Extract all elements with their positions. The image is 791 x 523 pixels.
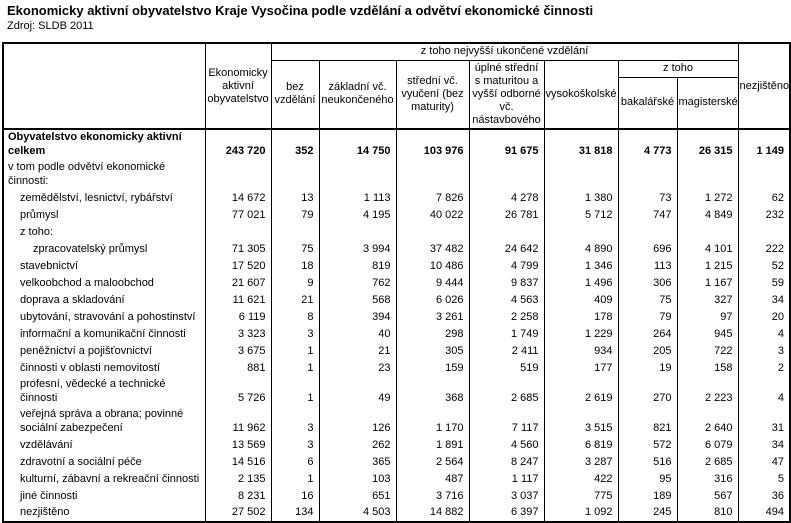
cell-value: 3 323 xyxy=(205,326,271,343)
table-row xyxy=(3,377,790,407)
cell-value: 4 xyxy=(738,326,790,343)
row-label: v tom podle odvětví ekonomické činnosti: xyxy=(3,160,205,190)
table-row xyxy=(3,505,790,522)
cell-value: 11 621 xyxy=(205,292,271,309)
statistics-table xyxy=(2,42,791,523)
cell-value: 20 xyxy=(738,309,790,326)
cell-value: 3 xyxy=(271,326,319,343)
cell-value: 4 278 xyxy=(469,190,544,207)
cell-value: 79 xyxy=(271,207,319,224)
cell-value: 14 882 xyxy=(396,505,469,522)
cell-value xyxy=(319,160,396,190)
cell-value: 4 503 xyxy=(319,505,396,522)
cell-value: 23 xyxy=(319,360,396,377)
cell-value: 519 xyxy=(469,360,544,377)
cell-value: 6 026 xyxy=(396,292,469,309)
cell-value: 6 xyxy=(271,454,319,471)
row-label: kulturní, zábavní a rekreační činnosti xyxy=(3,471,205,488)
cell-value: 3 515 xyxy=(544,407,618,437)
cell-value: 1 229 xyxy=(544,326,618,343)
cell-value: 821 xyxy=(618,407,677,437)
cell-value: 352 xyxy=(271,129,319,160)
cell-value: 4 890 xyxy=(544,241,618,258)
cell-value: 189 xyxy=(618,488,677,505)
cell-value: 775 xyxy=(544,488,618,505)
cell-value: 59 xyxy=(738,275,790,292)
cell-value: 4 560 xyxy=(469,437,544,454)
cell-value xyxy=(544,160,618,190)
table-row xyxy=(3,471,790,488)
cell-value: 1 346 xyxy=(544,258,618,275)
cell-value: 97 xyxy=(677,309,738,326)
cell-value xyxy=(677,224,738,241)
cell-value xyxy=(618,160,677,190)
cell-value: 305 xyxy=(396,343,469,360)
cell-value: 4 773 xyxy=(618,129,677,160)
cell-value: 572 xyxy=(618,437,677,454)
cell-value: 18 xyxy=(271,258,319,275)
table-row xyxy=(3,207,790,224)
cell-value: 21 xyxy=(319,343,396,360)
cell-value: 113 xyxy=(618,258,677,275)
cell-value: 8 247 xyxy=(469,454,544,471)
cell-value: 810 xyxy=(677,505,738,522)
cell-value: 696 xyxy=(618,241,677,258)
col-header-bachelor: bakalářské xyxy=(618,77,677,129)
cell-value: 567 xyxy=(677,488,738,505)
cell-value: 422 xyxy=(544,471,618,488)
row-label: peněžnictví a pojišťovnictví xyxy=(3,343,205,360)
cell-value: 3 261 xyxy=(396,309,469,326)
cell-value: 306 xyxy=(618,275,677,292)
cell-value: 158 xyxy=(677,360,738,377)
row-label: veřejná správa a obrana; povinné sociální zabezpečení xyxy=(3,407,205,437)
cell-value: 4 563 xyxy=(469,292,544,309)
cell-value: 159 xyxy=(396,360,469,377)
cell-value: 19 xyxy=(618,360,677,377)
cell-value: 34 xyxy=(738,292,790,309)
col-header-basic: základní vč. neukončeného xyxy=(319,60,396,129)
cell-value: 945 xyxy=(677,326,738,343)
cell-value: 1 272 xyxy=(677,190,738,207)
cell-value: 126 xyxy=(319,407,396,437)
row-label: profesní, vědecké a technické činnosti xyxy=(3,377,205,407)
col-header-master: magisterské xyxy=(677,77,738,129)
cell-value: 37 482 xyxy=(396,241,469,258)
cell-value: 5 xyxy=(738,471,790,488)
row-label: zemědělství, lesnictví, rybářství xyxy=(3,190,205,207)
cell-value: 819 xyxy=(319,258,396,275)
table-row xyxy=(3,258,790,275)
cell-value: 7 826 xyxy=(396,190,469,207)
cell-value: 36 xyxy=(738,488,790,505)
cell-value: 31 xyxy=(738,407,790,437)
row-label: činnosti v oblasti nemovitostí xyxy=(3,360,205,377)
cell-value xyxy=(205,160,271,190)
cell-value: 651 xyxy=(319,488,396,505)
cell-value: 2 685 xyxy=(677,454,738,471)
row-label: ubytování, stravování a pohostinství xyxy=(3,309,205,326)
cell-value: 4 799 xyxy=(469,258,544,275)
cell-value: 1 167 xyxy=(677,275,738,292)
cell-value: 2 619 xyxy=(544,377,618,407)
cell-value: 3 994 xyxy=(319,241,396,258)
cell-value: 494 xyxy=(738,505,790,522)
cell-value: 2 564 xyxy=(396,454,469,471)
cell-value: 49 xyxy=(319,377,396,407)
cell-value: 394 xyxy=(319,309,396,326)
cell-value: 40 022 xyxy=(396,207,469,224)
table-row xyxy=(3,160,790,190)
cell-value: 270 xyxy=(618,377,677,407)
table-row xyxy=(3,454,790,471)
cell-value: 75 xyxy=(271,241,319,258)
cell-value: 21 xyxy=(271,292,319,309)
row-label: vzdělávání xyxy=(3,437,205,454)
cell-value: 316 xyxy=(677,471,738,488)
cell-value: 2 223 xyxy=(677,377,738,407)
cell-value: 222 xyxy=(738,241,790,258)
cell-value xyxy=(469,224,544,241)
table-row xyxy=(3,343,790,360)
table-row xyxy=(3,275,790,292)
cell-value: 3 xyxy=(271,437,319,454)
cell-value: 13 569 xyxy=(205,437,271,454)
cell-value: 31 818 xyxy=(544,129,618,160)
cell-value: 762 xyxy=(319,275,396,292)
table-row xyxy=(3,437,790,454)
cell-value: 2 258 xyxy=(469,309,544,326)
cell-value: 5 712 xyxy=(544,207,618,224)
cell-value: 262 xyxy=(319,437,396,454)
cell-value: 11 962 xyxy=(205,407,271,437)
cell-value: 73 xyxy=(618,190,677,207)
cell-value: 5 726 xyxy=(205,377,271,407)
col-header-total: Ekonomicky aktivní obyvatelstvo xyxy=(205,43,271,129)
cell-value: 13 xyxy=(271,190,319,207)
cell-value: 91 675 xyxy=(469,129,544,160)
cell-value: 2 411 xyxy=(469,343,544,360)
table-row xyxy=(3,292,790,309)
row-label: doprava a skladování xyxy=(3,292,205,309)
table-header xyxy=(3,43,790,129)
cell-value: 10 486 xyxy=(396,258,469,275)
cell-value: 365 xyxy=(319,454,396,471)
cell-value: 17 520 xyxy=(205,258,271,275)
cell-value xyxy=(738,224,790,241)
col-header-unknown: nezjištěno xyxy=(738,43,790,129)
row-label: zpracovatelský průmysl xyxy=(3,241,205,258)
cell-value: 264 xyxy=(618,326,677,343)
group-header-university-detail: z toho xyxy=(618,60,738,77)
cell-value: 103 976 xyxy=(396,129,469,160)
cell-value: 409 xyxy=(544,292,618,309)
header-row-1 xyxy=(3,43,790,60)
row-label: informační a komunikační činnosti xyxy=(3,326,205,343)
cell-value: 4 849 xyxy=(677,207,738,224)
cell-value: 40 xyxy=(319,326,396,343)
cell-value: 243 720 xyxy=(205,129,271,160)
cell-value: 6 819 xyxy=(544,437,618,454)
col-header-full-secondary: úplné střední s maturitou a vyšší odborné vč. nástavbového xyxy=(469,60,544,129)
corner-header xyxy=(3,43,205,129)
cell-value xyxy=(618,224,677,241)
row-label: jiné činnosti xyxy=(3,488,205,505)
cell-value: 8 231 xyxy=(205,488,271,505)
page-title: Ekonomicky aktivní obyvatelstvo Kraje Vysočina podle vzdělání a odvětví ekonomické činnosti xyxy=(7,3,594,18)
table-row xyxy=(3,326,790,343)
cell-value: 1 749 xyxy=(469,326,544,343)
cell-value: 14 516 xyxy=(205,454,271,471)
cell-value: 298 xyxy=(396,326,469,343)
col-header-no-education: bez vzdělání xyxy=(271,60,319,129)
table-row xyxy=(3,129,790,160)
cell-value: 177 xyxy=(544,360,618,377)
cell-value: 103 xyxy=(319,471,396,488)
cell-value: 1 891 xyxy=(396,437,469,454)
table-row xyxy=(3,488,790,505)
cell-value: 2 xyxy=(738,360,790,377)
cell-value: 881 xyxy=(205,360,271,377)
table-row xyxy=(3,407,790,437)
cell-value: 3 xyxy=(271,407,319,437)
cell-value: 1 496 xyxy=(544,275,618,292)
cell-value: 79 xyxy=(618,309,677,326)
cell-value: 1 092 xyxy=(544,505,618,522)
cell-value: 4 xyxy=(738,377,790,407)
cell-value: 205 xyxy=(618,343,677,360)
cell-value: 516 xyxy=(618,454,677,471)
cell-value: 77 021 xyxy=(205,207,271,224)
cell-value: 3 037 xyxy=(469,488,544,505)
cell-value: 52 xyxy=(738,258,790,275)
cell-value xyxy=(396,224,469,241)
cell-value: 232 xyxy=(738,207,790,224)
cell-value: 75 xyxy=(618,292,677,309)
cell-value: 14 672 xyxy=(205,190,271,207)
table-row xyxy=(3,309,790,326)
cell-value: 934 xyxy=(544,343,618,360)
cell-value: 1 xyxy=(271,343,319,360)
group-header-education: z toho nejvyšší ukončené vzdělání xyxy=(271,43,738,60)
cell-value: 487 xyxy=(396,471,469,488)
cell-value: 245 xyxy=(618,505,677,522)
cell-value: 14 750 xyxy=(319,129,396,160)
cell-value: 9 444 xyxy=(396,275,469,292)
cell-value: 568 xyxy=(319,292,396,309)
cell-value: 1 215 xyxy=(677,258,738,275)
cell-value: 1 xyxy=(271,360,319,377)
cell-value: 1 113 xyxy=(319,190,396,207)
cell-value: 9 xyxy=(271,275,319,292)
col-header-secondary: střední vč. vyučení (bez maturity) xyxy=(396,60,469,129)
cell-value: 26 315 xyxy=(677,129,738,160)
row-label: stavebnictví xyxy=(3,258,205,275)
row-label: Obyvatelstvo ekonomicky aktivní celkem xyxy=(3,129,205,160)
cell-value: 3 287 xyxy=(544,454,618,471)
cell-value: 3 xyxy=(738,343,790,360)
cell-value: 1 xyxy=(271,471,319,488)
cell-value xyxy=(271,224,319,241)
table-row xyxy=(3,241,790,258)
cell-value: 6 397 xyxy=(469,505,544,522)
cell-value xyxy=(677,160,738,190)
cell-value: 1 xyxy=(271,377,319,407)
cell-value: 4 195 xyxy=(319,207,396,224)
cell-value: 2 135 xyxy=(205,471,271,488)
cell-value xyxy=(544,224,618,241)
cell-value: 6 079 xyxy=(677,437,738,454)
cell-value: 6 119 xyxy=(205,309,271,326)
table-row xyxy=(3,190,790,207)
cell-value: 3 716 xyxy=(396,488,469,505)
cell-value: 4 101 xyxy=(677,241,738,258)
cell-value: 47 xyxy=(738,454,790,471)
row-label: z toho: xyxy=(3,224,205,241)
cell-value: 747 xyxy=(618,207,677,224)
cell-value: 16 xyxy=(271,488,319,505)
cell-value xyxy=(271,160,319,190)
cell-value: 24 642 xyxy=(469,241,544,258)
cell-value: 9 837 xyxy=(469,275,544,292)
cell-value xyxy=(396,160,469,190)
cell-value: 27 502 xyxy=(205,505,271,522)
cell-value: 71 305 xyxy=(205,241,271,258)
cell-value: 2 685 xyxy=(469,377,544,407)
row-label: zdravotní a sociální péče xyxy=(3,454,205,471)
cell-value: 368 xyxy=(396,377,469,407)
cell-value: 34 xyxy=(738,437,790,454)
row-label: nezjištěno xyxy=(3,505,205,522)
col-header-university: vysokoškolské xyxy=(544,60,618,129)
table-body xyxy=(3,129,790,522)
cell-value: 3 675 xyxy=(205,343,271,360)
cell-value: 1 170 xyxy=(396,407,469,437)
cell-value: 8 xyxy=(271,309,319,326)
row-label: průmysl xyxy=(3,207,205,224)
cell-value: 7 117 xyxy=(469,407,544,437)
cell-value: 722 xyxy=(677,343,738,360)
cell-value: 1 149 xyxy=(738,129,790,160)
cell-value: 1 117 xyxy=(469,471,544,488)
cell-value: 178 xyxy=(544,309,618,326)
cell-value xyxy=(319,224,396,241)
cell-value xyxy=(738,160,790,190)
cell-value: 26 781 xyxy=(469,207,544,224)
source-note: Zdroj: SLDB 2011 xyxy=(7,20,94,32)
cell-value: 2 640 xyxy=(677,407,738,437)
cell-value xyxy=(469,160,544,190)
cell-value: 134 xyxy=(271,505,319,522)
cell-value xyxy=(205,224,271,241)
cell-value: 95 xyxy=(618,471,677,488)
table-row xyxy=(3,224,790,241)
cell-value: 327 xyxy=(677,292,738,309)
cell-value: 21 607 xyxy=(205,275,271,292)
cell-value: 62 xyxy=(738,190,790,207)
cell-value: 1 380 xyxy=(544,190,618,207)
table-row xyxy=(3,360,790,377)
row-label: velkoobchod a maloobchod xyxy=(3,275,205,292)
